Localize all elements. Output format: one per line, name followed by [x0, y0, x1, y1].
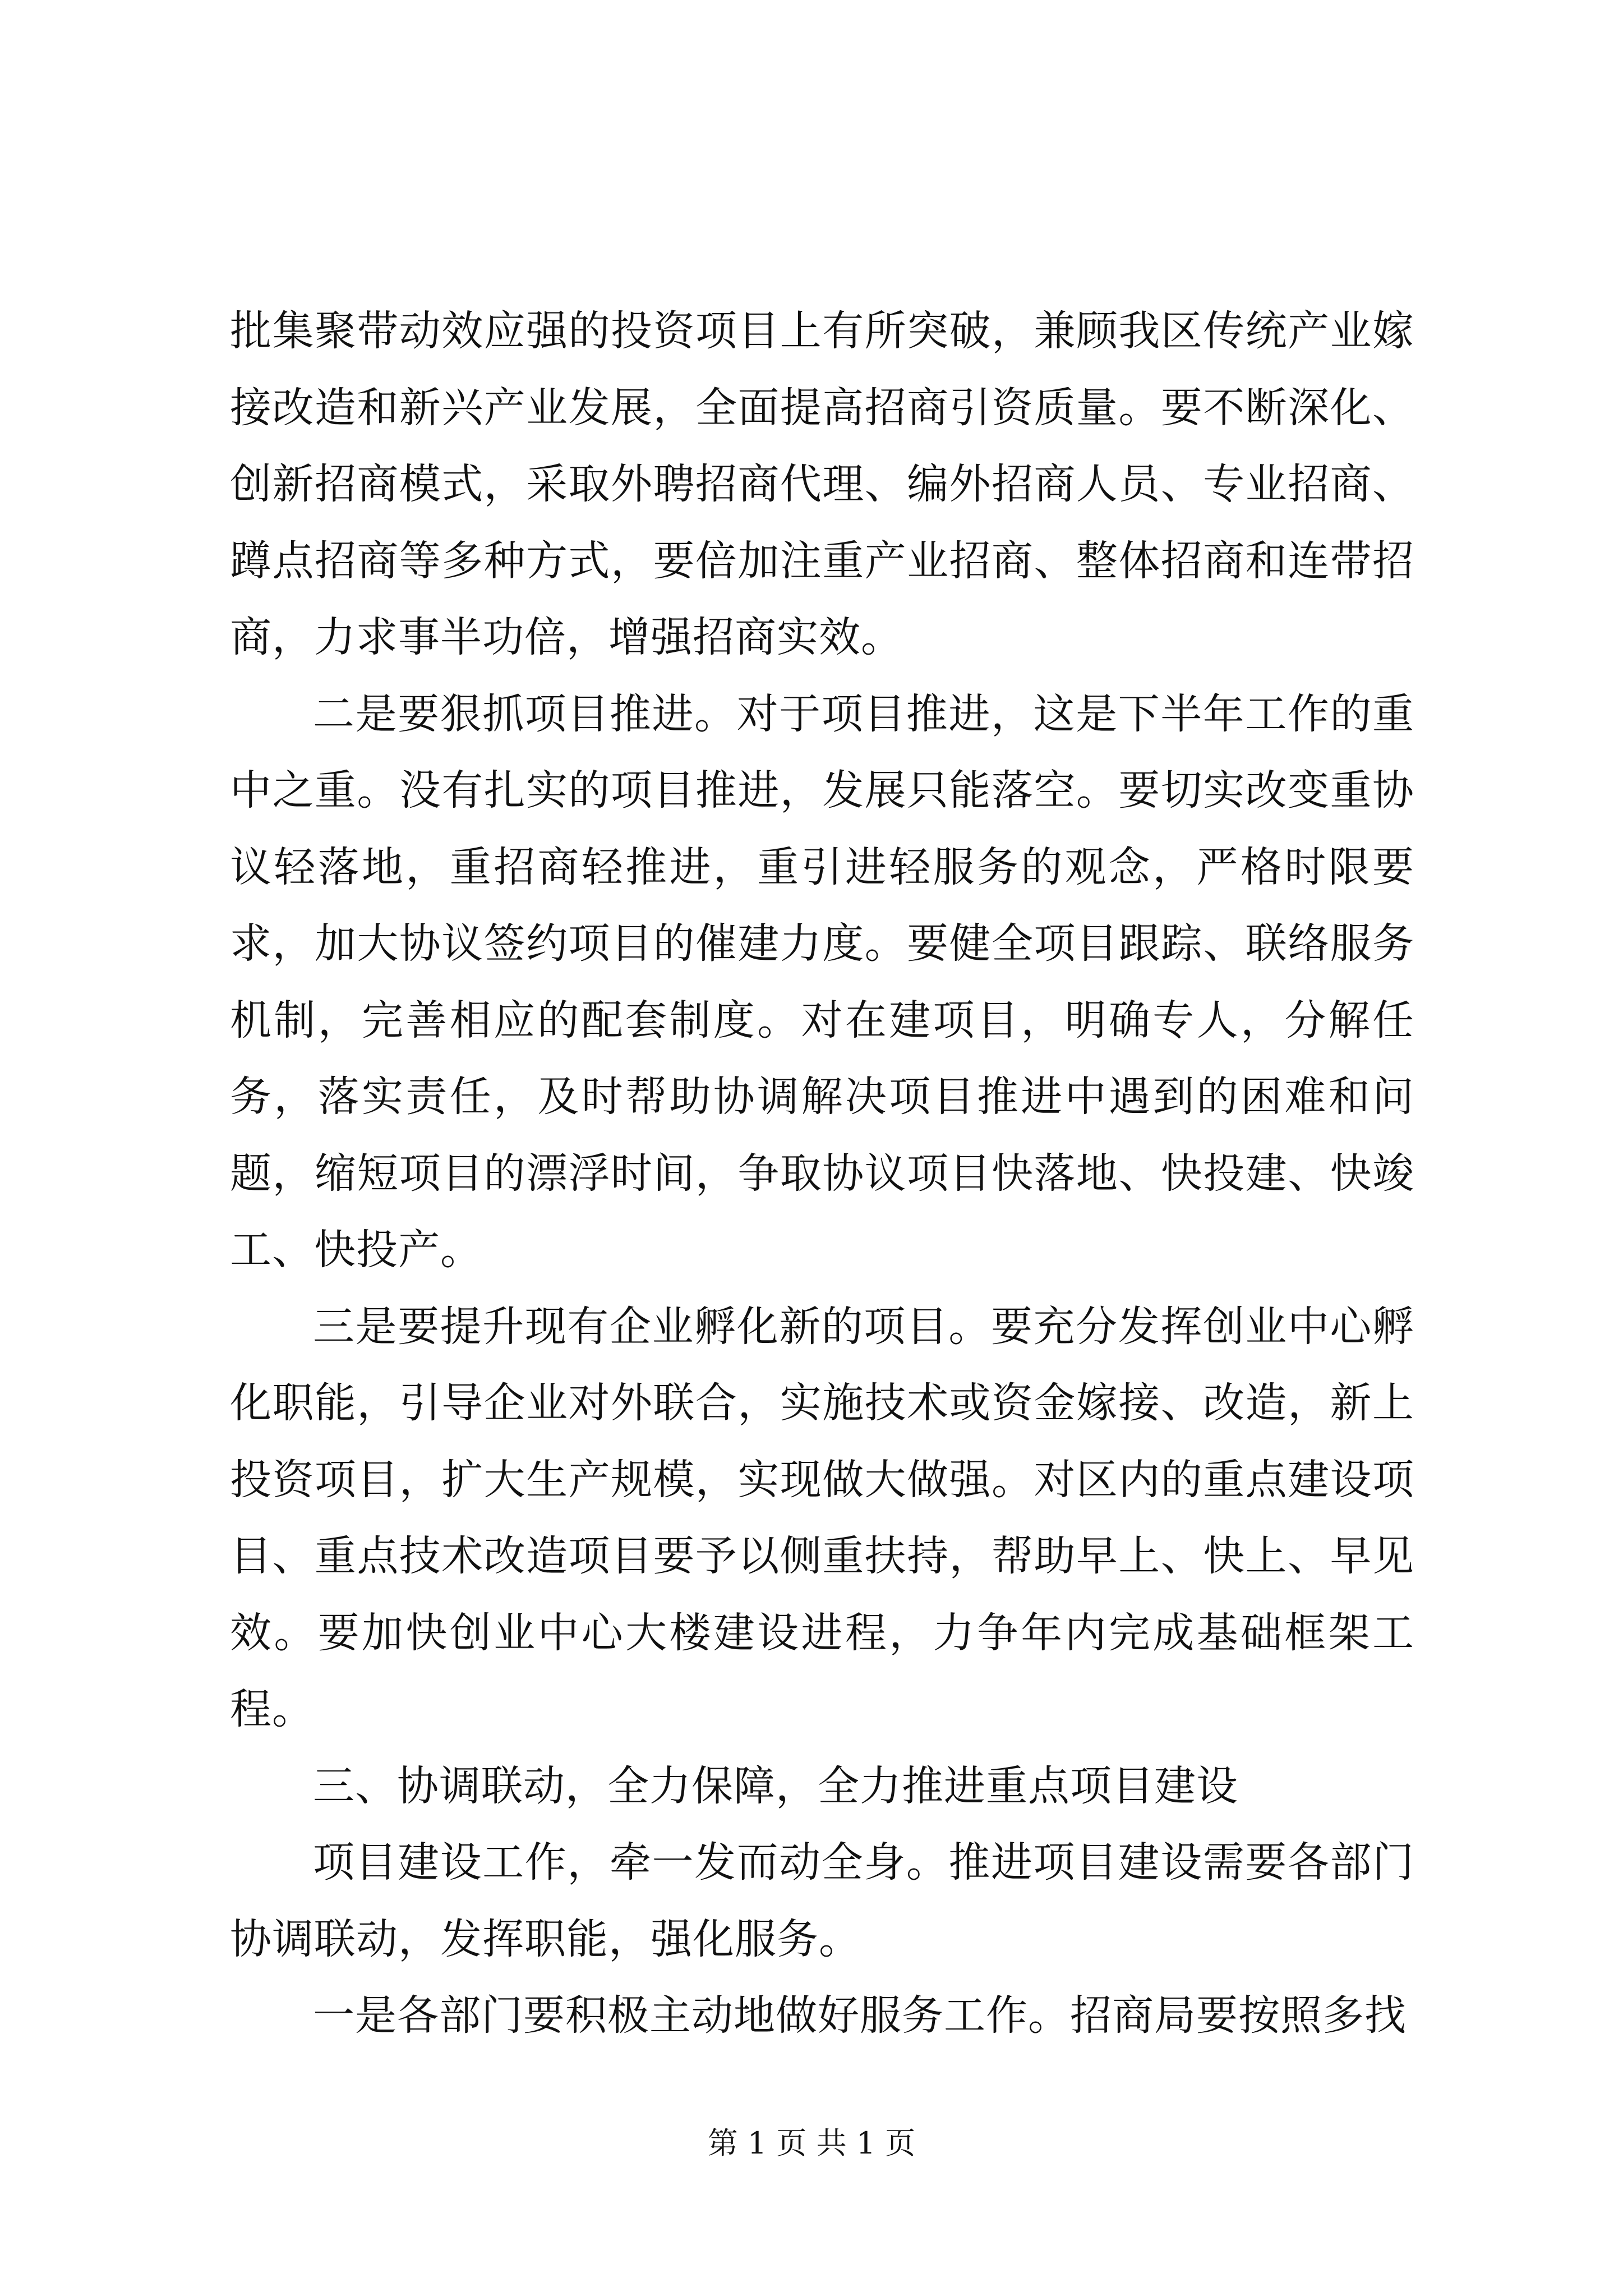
paragraph-project-construction: 项目建设工作，牵一发而动全身。推进项目建设需要各部门协调联动，发挥职能，强化服务。	[230, 1838, 1414, 1963]
paragraph-continuation: 批集聚带动效应强的投资项目上有所突破，兼顾我区传统产业嫁接改造和新兴产业发展，全面提高招商引资质量。要不断深化、创新招商模式，采取外聘招商代理、编外招商人员、专业招商、蹲点招商等多种方式，要倍加注重产业招商、整体招商和连带招商，力求事半功倍，增强招商实效。	[230, 307, 1414, 661]
paragraph-department-service: 一是各部门要积极主动地做好服务工作。招商局要按照多找	[313, 1991, 1407, 2040]
page-number-footer: 第 1 页 共 1 页	[707, 2125, 916, 2161]
paragraph-enterprise-incubation: 三是要提升现有企业孵化新的项目。要充分发挥创业中心孵化职能，引导企业对外联合，实施技术或资金嫁接、改造，新上投资项目，扩大生产规模，实现做大做强。对区内的重点建设项目、重点技术改造项目要予以侧重扶持，帮助早上、快上、早见效。要加快创业中心大楼建设进程，力争年内完成基础框架工程。	[230, 1302, 1414, 1733]
document-body	[230, 293, 1414, 2054]
section-heading-coordination: 三、协调联动，全力保障，全力推进重点项目建设	[313, 1761, 1238, 1810]
paragraph-project-promotion: 二是要狠抓项目推进。对于项目推进，这是下半年工作的重中之重。没有扎实的项目推进，发展只能落空。要切实改变重协议轻落地，重招商轻推进，重引进轻服务的观念，严格时限要求，加大协议签约项目的催建力度。要健全项目跟踪、联络服务机制，完善相应的配套制度。对在建项目，明确专人，分解任务，落实责任，及时帮助协调解决项目推进中遇到的困难和问题，缩短项目的漂浮时间，争取协议项目快落地、快投建、快竣工、快投产。	[230, 689, 1414, 1274]
